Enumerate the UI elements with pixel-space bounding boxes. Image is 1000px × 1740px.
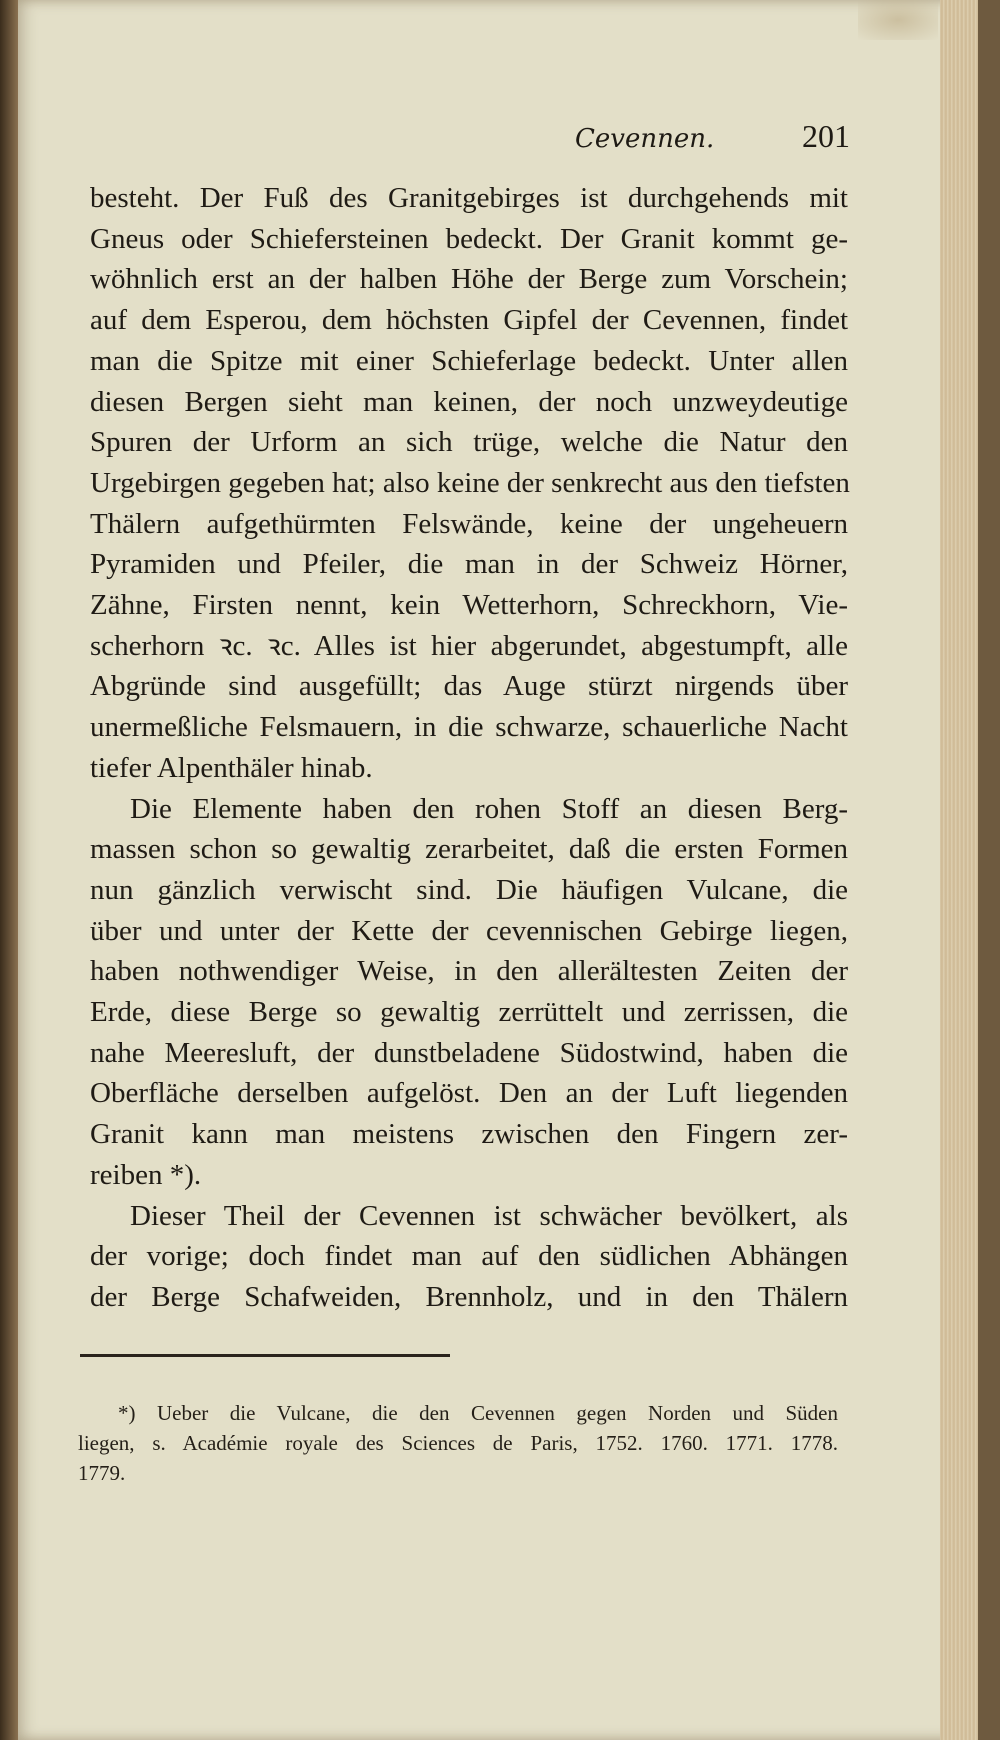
text-line: Zähne, Firsten nennt, kein Wetterhorn, Schreckhorn, Vie- [90, 589, 848, 622]
paragraph-3 [90, 1196, 848, 1318]
text-line: reiben *). [90, 1158, 202, 1191]
text-line: diesen Bergen sieht man keinen, der noch unzweydeutige [90, 385, 848, 418]
page-header [90, 118, 850, 158]
text-line: haben nothwendiger Weise, in den allerältesten Zeiten der [90, 955, 848, 988]
text-line: Abgründe sind ausgefüllt; das Auge stürzt nirgends über [90, 670, 848, 703]
text-line: unermeßliche Felsmauern, in die schwarze, schauerliche Nacht [90, 711, 848, 744]
text-line: der Berge Schafweiden, Brennholz, und in den Thälern [90, 1280, 848, 1313]
paragraph-1 [90, 178, 848, 789]
page-edges [940, 0, 978, 1740]
paragraph-2 [90, 789, 848, 1196]
text-line: der vorige; doch findet man auf den südlichen Abhängen [90, 1240, 848, 1273]
text-line: Pyramiden und Pfeiler, die man in der Schweiz Hörner, [90, 548, 848, 581]
text-line: Erde, diese Berge so gewaltig zerrüttelt und zerrissen, die [90, 996, 848, 1029]
running-head: Cevennen. [575, 124, 715, 154]
text-line: besteht. Der Fuß des Granitgebirges ist durchgehends mit [90, 182, 848, 214]
text-line: wöhnlich erst an der halben Höhe der Berge zum Vorschein; [90, 263, 848, 296]
text-line: Thälern aufgethürmten Felswände, keine der ungeheuern [90, 507, 848, 540]
footnote [78, 1398, 838, 1488]
text-line: nun gänzlich verwischt sind. Die häufigen Vulcane, die [90, 873, 848, 906]
text-line: Spuren der Urform an sich trüge, welche die Natur den [90, 426, 848, 459]
footnote-line: *) Ueber die Vulcane, die den Cevennen gegen Norden und Süden [118, 1401, 838, 1425]
text-line: nahe Meeresluft, der dunstbeladene Südostwind, haben die [90, 1036, 848, 1069]
text-line: über und unter der Kette der cevennischen Gebirge liegen, [90, 914, 848, 947]
text-line: Die Elemente haben den rohen Stoff an diesen Berg- [130, 792, 848, 825]
main-text [90, 178, 848, 1318]
text-line: Dieser Theil der Cevennen ist schwächer bevölkert, als [130, 1199, 848, 1232]
footnote-rule [80, 1354, 450, 1357]
text-line: tiefer Alpenthäler hinab. [90, 751, 373, 784]
text-line: man die Spitze mit einer Schieferlage bedeckt. Unter allen [90, 344, 848, 377]
paper-stain [858, 0, 938, 40]
page-number: 201 [802, 118, 850, 154]
text-line: Urgebirgen gegeben hat; also keine der senkrecht aus den tiefsten [90, 466, 850, 499]
book-gutter-shadow [0, 0, 18, 1740]
text-line: Oberfläche derselben aufgelöst. Den an der Luft liegenden [90, 1077, 848, 1110]
text-line: scherhorn ꝛc. ꝛc. Alles ist hier abgerundet, abgestumpft, alle [90, 629, 848, 662]
footnote-line: liegen, s. Académie royale des Sciences de Paris, 1752. 1760. 1771. 1778. [78, 1431, 838, 1455]
footnote-line: 1779. [78, 1461, 126, 1485]
text-line: Granit kann man meistens zwischen den Fingern zer- [90, 1118, 848, 1151]
text-line: Gneus oder Schiefersteinen bedeckt. Der Granit kommt ge- [90, 222, 848, 255]
text-line: auf dem Esperou, dem höchsten Gipfel der Cevennen, findet [90, 304, 848, 337]
text-line: massen schon so gewaltig zerarbeitet, daß die ersten Formen [90, 833, 848, 866]
